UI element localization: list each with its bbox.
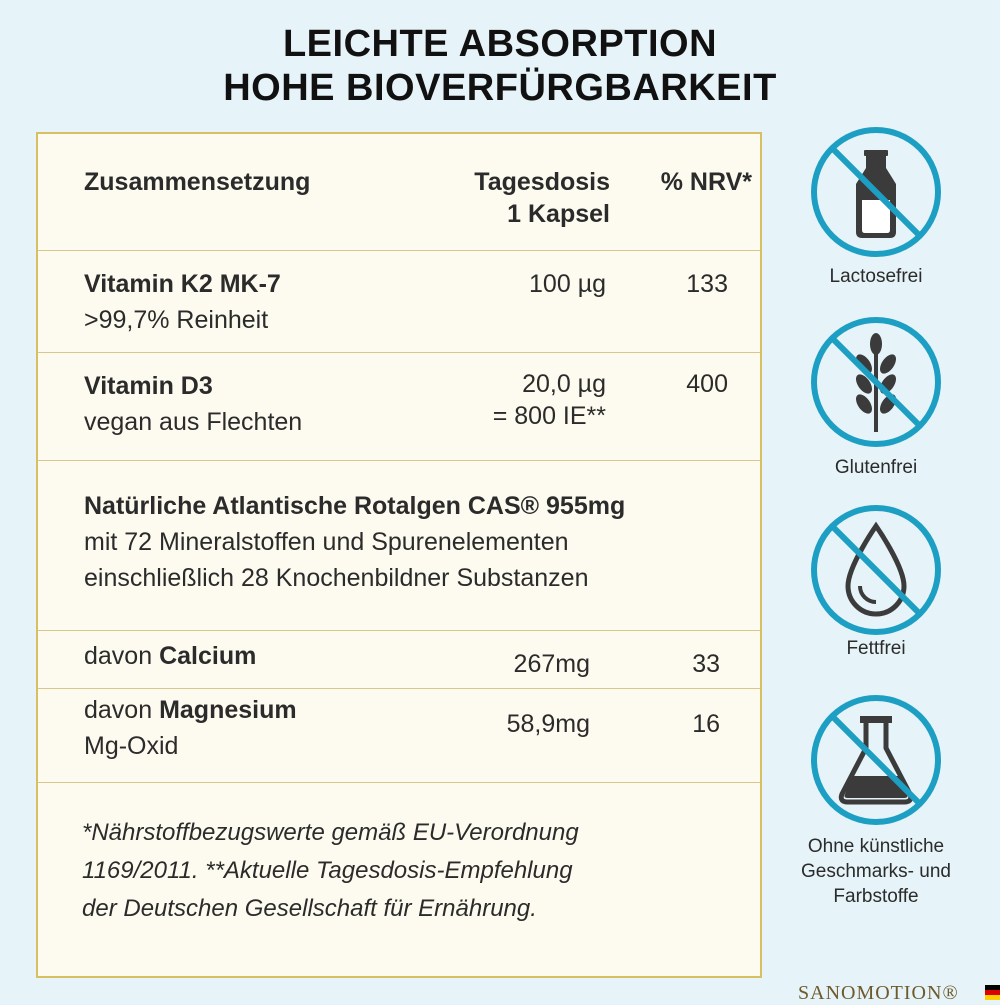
no-artificial-label-3: Farbstoffe	[833, 886, 919, 907]
headline-line-1: LEICHTE ABSORPTION	[282, 23, 718, 65]
calcium-dose: 267mg	[513, 650, 590, 678]
row-divider	[38, 782, 760, 783]
algae-bone-substances: einschließlich 28 Knochenbildner Substanzen	[84, 564, 589, 592]
gluten-free-label: Glutenfrei	[834, 457, 918, 478]
algae-minerals: mit 72 Mineralstoffen und Spurenelementen	[84, 528, 569, 556]
german-flag-icon	[985, 985, 1000, 1000]
row-divider	[38, 630, 760, 631]
drop-icon	[806, 500, 946, 640]
magnesium-form: Mg-Oxid	[84, 732, 179, 760]
k2-dose: 100 µg	[529, 270, 606, 298]
lactose-free-badge	[806, 122, 946, 262]
footnote-line-3: der Deutschen Gesellschaft für Ernährung.	[82, 895, 537, 922]
nutrition-table	[36, 132, 762, 978]
gluten-free-badge	[806, 312, 946, 452]
header-dose-line1: Tagesdosis	[474, 168, 610, 196]
brand-logo: SANOMOTION®	[798, 982, 959, 1004]
no-artificial-label-1: Ohne künstliche	[807, 836, 945, 857]
d3-nrv: 400	[686, 370, 728, 398]
no-artificial-badge	[806, 690, 946, 830]
footnote-line-1: *Nährstoffbezugswerte gemäß EU-Verordnung	[82, 819, 579, 846]
magnesium-prefix: davon	[84, 696, 153, 724]
calcium-prefix: davon	[84, 642, 153, 670]
calcium-name: Calcium	[159, 642, 257, 670]
header-nrv: % NRV*	[660, 168, 752, 196]
header-dose-line2: 1 Kapsel	[507, 200, 610, 228]
magnesium-name: Magnesium	[159, 696, 297, 724]
fat-free-label: Fettfrei	[846, 638, 906, 659]
magnesium-label	[84, 692, 297, 728]
d3-dose-ie: = 800 IE**	[492, 402, 606, 430]
k2-name: Vitamin K2 MK-7	[84, 270, 281, 298]
header-composition: Zusammensetzung	[84, 168, 311, 196]
row-divider	[38, 688, 760, 689]
row-divider	[38, 352, 760, 353]
d3-name: Vitamin D3	[84, 372, 213, 400]
magnesium-nrv: 16	[692, 710, 720, 738]
fat-free-badge	[806, 500, 946, 640]
calcium-nrv: 33	[692, 650, 720, 678]
d3-source: vegan aus Flechten	[84, 408, 303, 436]
lactose-free-label: Lactosefrei	[829, 266, 923, 287]
algae-name: Natürliche Atlantische Rotalgen CAS® 955mg	[84, 492, 626, 520]
calcium-label	[84, 638, 256, 674]
k2-purity: >99,7% Reinheit	[84, 306, 269, 334]
headline	[0, 22, 1000, 110]
wheat-icon	[806, 312, 946, 452]
row-divider	[38, 460, 760, 461]
milk-bottle-icon	[806, 122, 946, 262]
d3-dose: 20,0 µg	[522, 370, 606, 398]
row-divider	[38, 250, 760, 251]
footnote-line-2: 1169/2011. **Aktuelle Tagesdosis-Empfehlung	[82, 857, 573, 884]
magnesium-dose: 58,9mg	[506, 710, 590, 738]
headline-line-2: HOHE BIOVERFÜRGBARKEIT	[223, 67, 777, 109]
flask-icon	[806, 690, 946, 830]
no-artificial-label-2: Geschmarks- und	[801, 861, 951, 882]
k2-nrv: 133	[686, 270, 728, 298]
